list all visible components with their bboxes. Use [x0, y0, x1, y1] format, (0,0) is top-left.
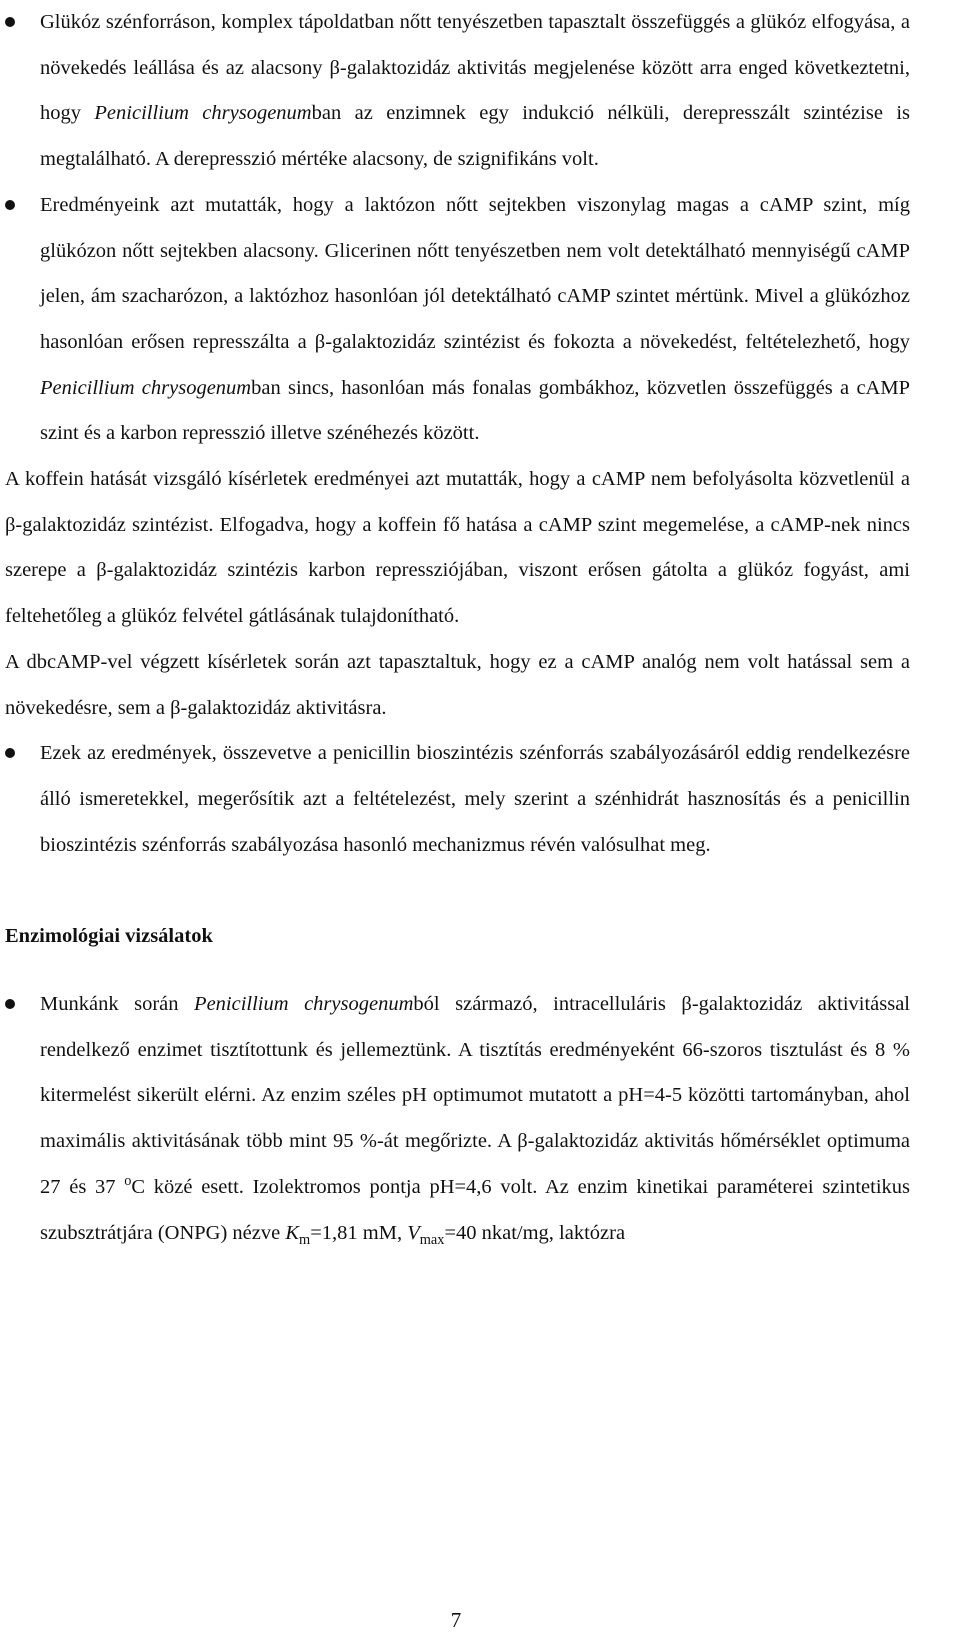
- bullet-icon: [5, 200, 15, 210]
- section-heading: Enzimológiai vizsálatok: [5, 925, 213, 948]
- spacer: [5, 868, 910, 914]
- bullet-paragraph-penicillin: Ezek az eredmények, összevetve a penicillin bioszintézis szénforrás szabályozásáról eddig rendelkezésre álló ismeretekkel, megerősítik azt a feltételezést, mely szerint a szénhidrát hasznosítás és a penicillin bioszintézis szénforrás szabályozása hasonló mechanizmus révén valósulhat meg.: [5, 731, 910, 868]
- spacer: [5, 960, 910, 982]
- bullet-paragraph-camp: Eredményeink azt mutatták, hogy a laktózon nőtt sejtekben viszonylag magas a cAMP szint, míg glükózon nőtt sejtekben alacsony. Glicerinen nőtt tenyészetben nem volt detektálható mennyiségű cAMP jelen, ám szacharózon, a laktózhoz hasonlóan jól detektálható cAMP szintet mértünk. Mivel a glükózhoz hasonlóan erősen represszálta a β-galaktozidáz szintézist és fokozta a növekedést, feltételezhető, hogy Penicillium chrysogenumban sincs, hasonlóan más fonalas gombákhoz, közvetlen összefüggés a cAMP szint és a karbon represszió illetve szénéhezés között.: [5, 183, 910, 457]
- page-number: 7: [450, 1608, 462, 1632]
- bullet-icon: [5, 748, 15, 758]
- bullet-icon: [5, 17, 15, 27]
- paragraph-dbcamp: A dbcAMP-vel végzett kísérletek során azt tapasztaltuk, hogy ez a cAMP analóg nem volt hatással sem a növekedésre, sem a β-galaktozidáz aktivitásra.: [5, 650, 910, 719]
- document-body: [5, 0, 910, 1256]
- paragraph-caffeine: A koffein hatását vizsgáló kísérletek eredményei azt mutatták, hogy a cAMP nem befolyásolta közvetlenül a β-galaktozidáz szintézist. Elfogadva, hogy a koffein fő hatása a cAMP szint megemelése, a cAMP-nek nincs szerepe a β-galaktozidáz szintézis karbon repressziójában, viszont erősen gátolta a glükóz fogyást, ami feltehetőleg a glükóz felvétel gátlásának tulajdonítható.: [5, 468, 910, 628]
- bullet-icon: [5, 999, 15, 1009]
- bullet-paragraph-glucose: Glükóz szénforráson, komplex tápoldatban nőtt tenyészetben tapasztalt összefüggés a glükóz elfogyása, a növekedés leállása és az alacsony β-galaktozidáz aktivitás megjelenése között arra enged következtetni, hogy Penicillium chrysogenumban az enzimnek egy indukció nélküli, derepresszált szintézise is megtalálható. A derepresszió mértéke alacsony, de szignifikáns volt.: [5, 0, 910, 183]
- bullet-paragraph-enzyme: Munkánk során Penicillium chrysogenumból származó, intracelluláris β-galaktozidáz aktivitással rendelkező enzimet tisztítottunk és jellemeztünk. A tisztítás eredményeként 66-szoros tisztulást és 8 % kitermelést sikerült elérni. Az enzim széles pH optimumot mutatott a pH=4-5 közötti tartományban, ahol maximális aktivitásának több mint 95 %-át megőrizte. A β-galaktozidáz aktivitás hőmérséklet optimuma 27 és 37 $^o$C közé esett. Izolektromos pontja pH=4,6 volt. Az enzim kinetikai paraméterei szintetikus szubsztrátjára (ONPG) nézve $K_m=1,81$ mM, $V_{max}=40$ nkat/mg, laktózra: [5, 982, 910, 1256]
